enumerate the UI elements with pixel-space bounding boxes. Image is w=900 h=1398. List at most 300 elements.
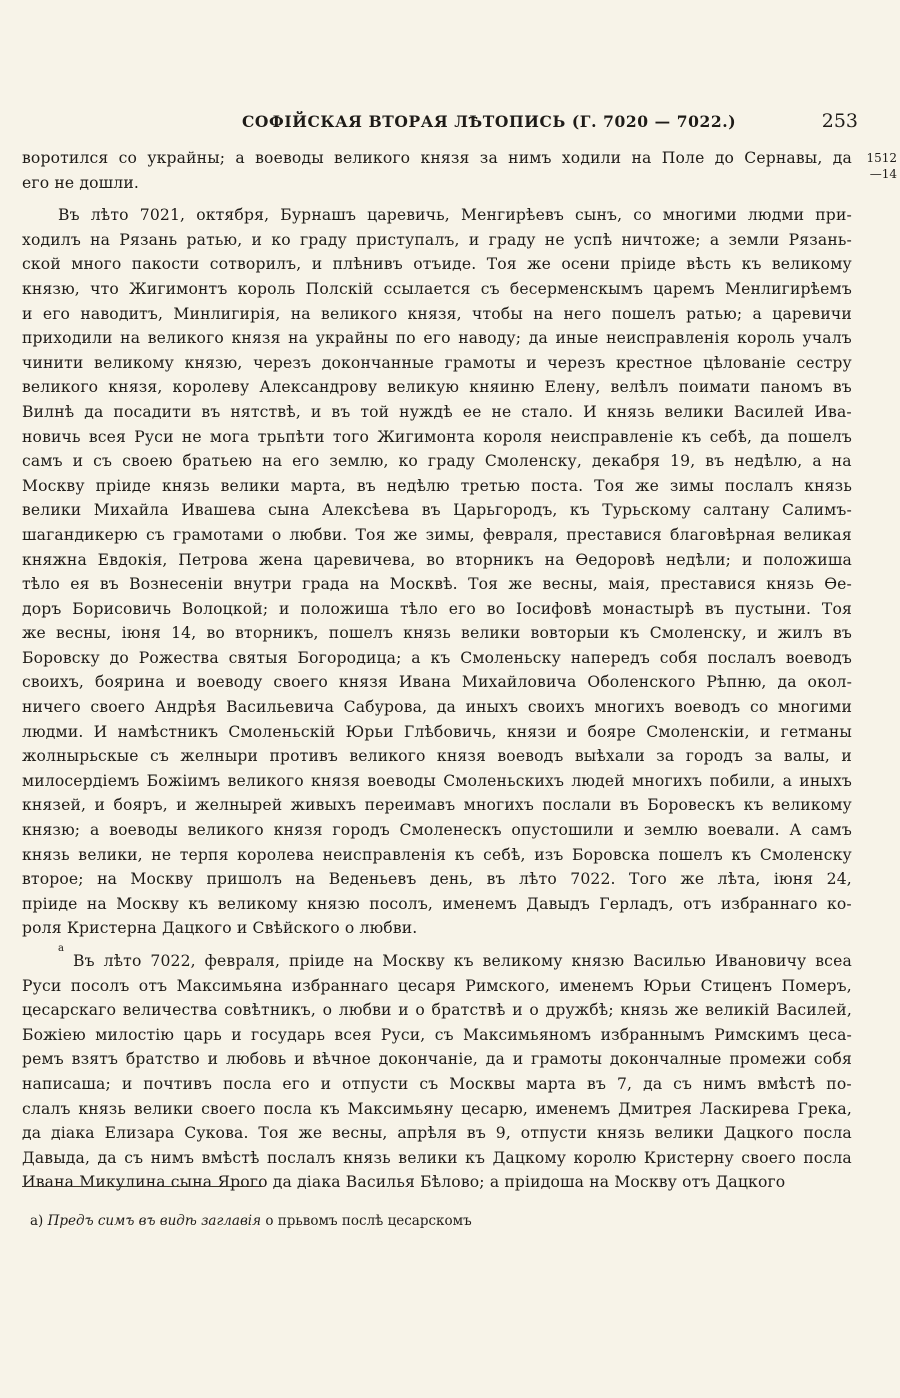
word: его (292, 452, 320, 471)
word: лѣто (90, 206, 129, 225)
text-line (22, 375, 852, 400)
word: трьпѣти (257, 427, 325, 446)
word: нимъ (508, 149, 552, 167)
word: валы, (783, 747, 831, 766)
word: Смоленескъ (399, 821, 502, 840)
word: Царьгородъ, (453, 501, 558, 520)
word: короля (483, 427, 543, 446)
word: Іосифовѣ (516, 599, 592, 618)
word: въ (421, 501, 441, 520)
word: и (320, 1074, 332, 1093)
text-line (22, 326, 852, 351)
word: Петрова (178, 550, 249, 569)
word: Ивана (398, 673, 451, 692)
word: а (812, 452, 822, 471)
footnote-text: о прьвомъ послѣ цесарскомъ (265, 1213, 472, 1229)
word: на (97, 870, 118, 889)
word: пріиде (288, 952, 345, 970)
text-line (22, 1047, 852, 1072)
word: воротился (22, 149, 109, 167)
word: велики (220, 476, 280, 495)
word: Михайловича (461, 673, 577, 692)
word: къ (681, 427, 702, 446)
word: пошелъ (787, 427, 852, 446)
word: князю, (184, 353, 243, 372)
word: же (508, 575, 533, 594)
margin-year-note-range: —14 (869, 167, 897, 181)
word: ратью, (186, 230, 243, 249)
word: велики (398, 1148, 458, 1167)
word: любви. (289, 525, 348, 544)
word: ко- (826, 894, 852, 913)
word: съ (93, 452, 113, 471)
word: послалъ (267, 1148, 336, 1167)
word: великая (783, 525, 852, 544)
word: октября, (196, 206, 270, 225)
word: ничего (22, 698, 81, 717)
word: городъ (685, 747, 744, 766)
word: Борисовичь (72, 599, 172, 618)
word: великого (22, 378, 99, 397)
word: плѣнивъ (332, 255, 403, 274)
footnote (30, 1213, 472, 1229)
word: а (235, 149, 245, 167)
word: Турьскому (602, 501, 691, 520)
word: граду (488, 230, 536, 249)
paragraph-p2 (22, 203, 852, 941)
word: цѣлованіе (703, 353, 786, 372)
word: Юрьи (643, 976, 692, 995)
word: сына (268, 501, 310, 520)
word: Смоленьскихъ (443, 771, 565, 790)
word: неисправленія (322, 845, 447, 864)
word: да (643, 1074, 663, 1093)
word: града (302, 575, 350, 594)
word: грамоты (531, 1050, 603, 1069)
word: посолъ, (369, 894, 434, 913)
word: него (563, 304, 602, 323)
word: Александрову (259, 378, 378, 397)
word: весны, (332, 1124, 388, 1143)
word: а (89, 821, 100, 840)
word: милосердіемъ (22, 771, 140, 790)
word: великій (705, 1001, 770, 1020)
word: ской (22, 255, 61, 274)
word: цесарю, (461, 1099, 528, 1118)
word: Вилнѣ (22, 402, 75, 421)
footnote-reference: а (58, 943, 65, 954)
word: Божіею (22, 1025, 86, 1044)
word: съ (480, 279, 500, 298)
word: приходили (22, 329, 113, 348)
word: съ (673, 1074, 693, 1093)
word: его (423, 329, 451, 348)
word: украйны; (147, 149, 226, 167)
word: марта, (290, 476, 346, 495)
word: великого (227, 771, 304, 790)
text-line (22, 646, 852, 671)
word: Елену, (544, 378, 601, 397)
word: напередъ (570, 648, 650, 667)
word: промежи (729, 1050, 807, 1069)
word: ея (70, 575, 90, 594)
word: вмѣстѣ (201, 1148, 260, 1167)
word: царевичева, (313, 550, 416, 569)
word: царевичь, (367, 206, 450, 225)
word: лѣто (103, 952, 142, 970)
word: 7022, (150, 952, 196, 970)
word: Смоленску, (649, 624, 747, 643)
word: съ (145, 525, 165, 544)
word: въ (705, 599, 725, 618)
word: посадити (113, 402, 192, 421)
word: нуждѣ (399, 402, 453, 421)
word: князя (420, 149, 470, 167)
word: же (393, 525, 418, 544)
word: ходилъ (22, 230, 81, 249)
word: и (22, 304, 33, 323)
word: землю, (329, 452, 389, 471)
word: иныхъ (799, 771, 852, 790)
word: живыхъ (290, 796, 357, 815)
word: ратью; (686, 304, 743, 323)
word: Сабурова, (343, 698, 428, 717)
word: о (529, 1001, 539, 1020)
word: и (176, 796, 187, 815)
word: апрѣля (397, 1124, 458, 1143)
word: къ (453, 952, 474, 970)
word: ремъ (22, 1050, 64, 1069)
word: посла (803, 1124, 852, 1143)
text-line (22, 400, 852, 425)
word: пошелъ (658, 845, 723, 864)
word: отпусти (342, 1074, 409, 1093)
word: Ивашева (181, 501, 256, 520)
word: Боровску (22, 648, 100, 667)
word: посла (223, 1074, 272, 1093)
word: братство (125, 1050, 200, 1069)
word: внутри (233, 575, 292, 594)
word: великого (349, 747, 426, 766)
word: Ласкирева (699, 1099, 790, 1118)
text-line (22, 892, 852, 917)
word: Вознесеніи (129, 575, 224, 594)
word: поста. (530, 476, 584, 495)
word: новичь (22, 427, 81, 446)
word: за (656, 747, 675, 766)
word: къ (619, 624, 640, 643)
word: Римского, (465, 976, 550, 995)
word: князь (403, 624, 451, 643)
word: гетманы (780, 722, 852, 741)
word: велики (654, 1124, 714, 1143)
word: Ѳе- (824, 575, 852, 594)
word: благовѣрная (670, 525, 776, 544)
word: своего (273, 673, 328, 692)
word: царь (183, 1025, 222, 1044)
word: его (282, 1074, 310, 1093)
word: выѣхали (574, 747, 645, 766)
word: Смоленску (759, 845, 852, 864)
text-line (22, 916, 852, 941)
word: съ (419, 1074, 439, 1093)
word: ссылается (383, 279, 471, 298)
word: Андрѣя (154, 698, 217, 717)
word: того (332, 427, 370, 446)
word: послали (542, 796, 612, 815)
word: посла (263, 1099, 312, 1118)
word: великому (771, 796, 852, 815)
word: князь (161, 476, 210, 495)
word: своего (90, 698, 145, 717)
word: воеводы (255, 149, 324, 167)
word: чтобы (472, 304, 523, 323)
word: Герладъ, (599, 894, 674, 913)
word: Римскимъ (714, 1025, 800, 1044)
text-line (22, 1023, 852, 1048)
word: Рѣпню, (706, 673, 767, 692)
margin-year-note: 1512 (866, 151, 897, 165)
word: недѣлю, (734, 452, 803, 471)
word: Веденьевъ (328, 870, 417, 889)
word: великого (147, 329, 224, 348)
word: любовь (225, 1050, 287, 1069)
word: своего (201, 1099, 256, 1118)
word: Тоя (594, 476, 625, 495)
word: Василей, (776, 1001, 852, 1020)
word: до (109, 648, 129, 667)
word: Волоцкой; (181, 599, 269, 618)
word: третью (460, 476, 521, 495)
word: великому (217, 894, 298, 913)
text-line (22, 548, 852, 573)
word: князь (606, 402, 655, 421)
word: на (90, 230, 111, 249)
word: 14, (171, 624, 197, 643)
word: Москву (116, 894, 179, 913)
word: 24, (826, 870, 852, 889)
text-line (22, 818, 852, 843)
word: да (436, 698, 456, 717)
word: Дмитрея (618, 1099, 693, 1118)
word: совѣтникъ, (224, 1001, 316, 1020)
word: воевали. (707, 821, 780, 840)
word: Рязань (119, 230, 178, 249)
word: съ (124, 1148, 144, 1167)
word: многими (662, 206, 737, 225)
word: А (789, 821, 802, 840)
page-header (22, 112, 858, 136)
word: князь (343, 1148, 391, 1167)
word: всея (334, 1025, 372, 1044)
word: Елизара (104, 1124, 175, 1143)
word: недѣлю (386, 476, 450, 495)
word: много (71, 255, 122, 274)
word: воеводъ (674, 698, 741, 717)
word: Москву (130, 870, 194, 889)
text-line (22, 793, 852, 818)
word: своего (741, 1148, 796, 1167)
paragraph-p1 (22, 146, 852, 195)
word: царевичи (772, 304, 852, 323)
word: а (411, 648, 421, 667)
word: именемъ (535, 1099, 611, 1118)
word: 7, (616, 1074, 633, 1093)
word: Смоленску, (484, 452, 582, 471)
word: королеву (172, 378, 250, 397)
word: И (93, 722, 108, 741)
word: и (231, 1025, 242, 1044)
word: землю (643, 821, 699, 840)
word: Оболенского (587, 673, 696, 692)
word: пріиде (620, 255, 677, 274)
word: побили, (709, 771, 776, 790)
word: Въ (58, 206, 80, 225)
word: на (631, 149, 652, 167)
word: зимы, (425, 525, 475, 544)
word: цесаря (397, 976, 456, 995)
word: желнырей (195, 796, 283, 815)
word: февраля, (482, 525, 559, 544)
word: ничтоже; (621, 230, 701, 249)
word: и (512, 1050, 524, 1069)
word: велики (664, 402, 724, 421)
word: же (674, 1001, 699, 1020)
word: бесерменскымъ (509, 279, 644, 298)
word: на (533, 304, 554, 323)
word: зимы (669, 476, 714, 495)
word: да (832, 149, 852, 167)
word: Максимьяна (176, 976, 283, 995)
word: великому (94, 353, 174, 372)
word: взятъ (71, 1050, 119, 1069)
word: земли (728, 230, 780, 249)
word: недѣли; (665, 550, 732, 569)
word: князя (273, 821, 323, 840)
word: Руси (22, 976, 62, 995)
word: воеводъ (785, 648, 852, 667)
line-text: Ивана Микулина сына Ярого да діака Василья Бѣлово; а пріидоша на Москву отъ Дацкого (22, 1173, 786, 1192)
word: до (714, 149, 735, 167)
word: въ (832, 378, 852, 397)
word: Руси, (380, 1025, 426, 1044)
word: не (181, 427, 202, 446)
word: послалъ (724, 476, 794, 495)
word: докончалные (609, 1050, 722, 1069)
word: а (752, 304, 762, 323)
word: чинити (22, 353, 84, 372)
word: Менлигирѣемъ (724, 279, 852, 298)
word: февраля, (204, 952, 281, 970)
text-line (22, 1170, 852, 1195)
text-line (22, 425, 852, 450)
word: братьею (182, 452, 253, 471)
word: князя (436, 747, 486, 766)
word: 7022. (570, 870, 616, 889)
text-line (22, 943, 852, 974)
word: доръ (22, 599, 62, 618)
word: весны, (542, 575, 598, 594)
word: да (528, 329, 548, 348)
word: на (295, 870, 316, 889)
word: величества (122, 1001, 218, 1020)
word: Кристерну (643, 1148, 734, 1167)
word: и (121, 1074, 133, 1093)
word: Померъ, (781, 976, 852, 995)
word: государь (251, 1025, 326, 1044)
word: граду (427, 452, 475, 471)
word: и (311, 255, 323, 274)
word: король (237, 279, 296, 298)
word: и (94, 796, 106, 815)
word: воеводъ (497, 747, 564, 766)
word: и (623, 821, 635, 840)
paragraph-gap (22, 941, 852, 949)
word: милостію (95, 1025, 175, 1044)
word: многихъ (463, 796, 534, 815)
word: сынъ, (575, 206, 623, 225)
word: королю (573, 1148, 637, 1167)
word: князь (597, 1124, 645, 1143)
word: маія, (608, 575, 651, 594)
text-line (22, 203, 852, 228)
word: да (485, 1050, 505, 1069)
word: городъ (332, 821, 390, 840)
word: на (353, 952, 374, 970)
word: опустошили (511, 821, 614, 840)
text-line (22, 351, 852, 376)
word: и (741, 550, 753, 569)
word: отъиде. (413, 255, 477, 274)
word: и (207, 1050, 219, 1069)
word: великому (771, 255, 852, 274)
footnote-divider (22, 1186, 262, 1187)
line-text: роля Кристерна Дацкого и Свѣйского о любви. (22, 919, 418, 938)
word: людми (747, 206, 805, 225)
word: Сернавы, (744, 149, 823, 167)
word: собя (659, 648, 698, 667)
word: и (566, 722, 578, 741)
word: въ (356, 476, 376, 495)
word: и (279, 599, 290, 618)
word: да (97, 1148, 117, 1167)
word: украйны (315, 329, 389, 348)
word: къ (741, 255, 762, 274)
word: Евдокія, (97, 550, 168, 569)
word: Михайла (93, 501, 169, 520)
word: боярина (94, 673, 165, 692)
word: вовторыи (530, 624, 610, 643)
word: пустыни. (734, 599, 812, 618)
text-line (22, 769, 852, 794)
text-line (22, 1097, 852, 1122)
word: крестное (616, 353, 693, 372)
word: великого (334, 149, 411, 167)
word: Давыда, (22, 1148, 91, 1167)
word: царемъ (653, 279, 715, 298)
word: братствѣ (431, 1001, 506, 1020)
word: Тоя (821, 599, 852, 618)
word: князей, (22, 796, 87, 815)
word: велики (461, 624, 521, 643)
word: той (360, 402, 390, 421)
text-line (22, 867, 852, 892)
word: великую (387, 378, 460, 397)
text-line (22, 302, 852, 327)
word: на (262, 452, 283, 471)
word: Москву (22, 476, 85, 495)
word: да (84, 402, 104, 421)
